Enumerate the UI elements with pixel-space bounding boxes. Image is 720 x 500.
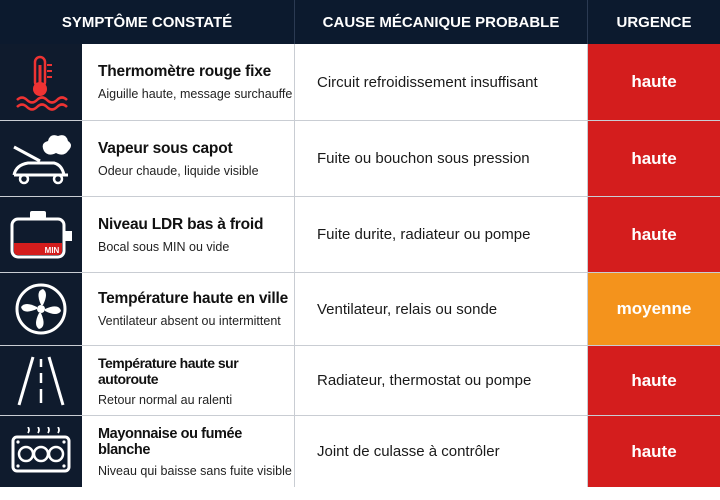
symptom-cell <box>82 273 295 345</box>
coolant-tank-icon <box>0 197 82 272</box>
cause-cell: Circuit refroidissement insuffisant <box>295 44 588 120</box>
symptom-subtitle: Retour normal au ralenti <box>98 392 233 407</box>
thermometer-icon <box>0 44 82 120</box>
hood-steam-icon <box>0 121 82 196</box>
symptom-title: Thermomètre rouge fixe <box>98 63 272 80</box>
symptom-subtitle: Ventilateur absent ou intermittent <box>98 314 281 328</box>
cause-cell: Joint de culasse à contrôler <box>295 416 588 487</box>
symptom-title: Température haute sur autoroute <box>98 354 239 387</box>
table-row <box>0 416 720 487</box>
symptom-cell <box>82 346 295 415</box>
cause-cell: Ventilateur, relais ou sonde <box>295 273 588 345</box>
urgency-badge: haute <box>588 197 720 272</box>
urgency-badge: haute <box>588 44 720 120</box>
symptom-cell <box>82 197 295 272</box>
header-cause: CAUSE MÉCANIQUE PROBABLE <box>295 0 588 44</box>
symptom-subtitle: Aiguille haute, message surchauffe <box>98 87 293 101</box>
cause-cell: Fuite ou bouchon sous pression <box>295 121 588 196</box>
symptom-cell <box>82 416 295 487</box>
urgency-badge: haute <box>588 416 720 487</box>
table-row <box>0 273 720 346</box>
symptom-title: Température haute en ville <box>98 290 289 307</box>
table-header <box>0 0 720 44</box>
table-row <box>0 44 720 121</box>
cylinder-head-icon <box>0 416 82 487</box>
table-row <box>0 121 720 197</box>
table-row <box>0 197 720 273</box>
symptom-title: Niveau LDR bas à froid <box>98 215 264 233</box>
cause-cell: Radiateur, thermostat ou pompe <box>295 346 588 415</box>
table-row <box>0 346 720 416</box>
symptom-cell <box>82 44 295 120</box>
header-urgency: URGENCE <box>616 13 692 31</box>
road-icon <box>0 346 82 415</box>
symptom-title: Vapeur sous capot <box>98 139 233 157</box>
urgency-badge: haute <box>588 121 720 196</box>
cause-cell: Fuite durite, radiateur ou pompe <box>295 197 588 272</box>
fan-icon <box>0 273 82 345</box>
symptom-cell <box>82 121 295 196</box>
symptom-subtitle: Bocal sous MIN ou vide <box>98 239 230 254</box>
symptom-title: Mayonnaise ou fumée blanche <box>98 425 242 458</box>
header-symptom: SYMPTÔME CONSTATÉ <box>0 0 295 44</box>
svg-text:MIN: MIN <box>44 245 60 255</box>
urgency-badge: haute <box>588 346 720 415</box>
symptom-subtitle: Niveau qui baisse sans fuite visible <box>98 463 292 478</box>
symptom-subtitle: Odeur chaude, liquide visible <box>98 163 259 178</box>
urgency-badge: moyenne <box>588 273 720 345</box>
